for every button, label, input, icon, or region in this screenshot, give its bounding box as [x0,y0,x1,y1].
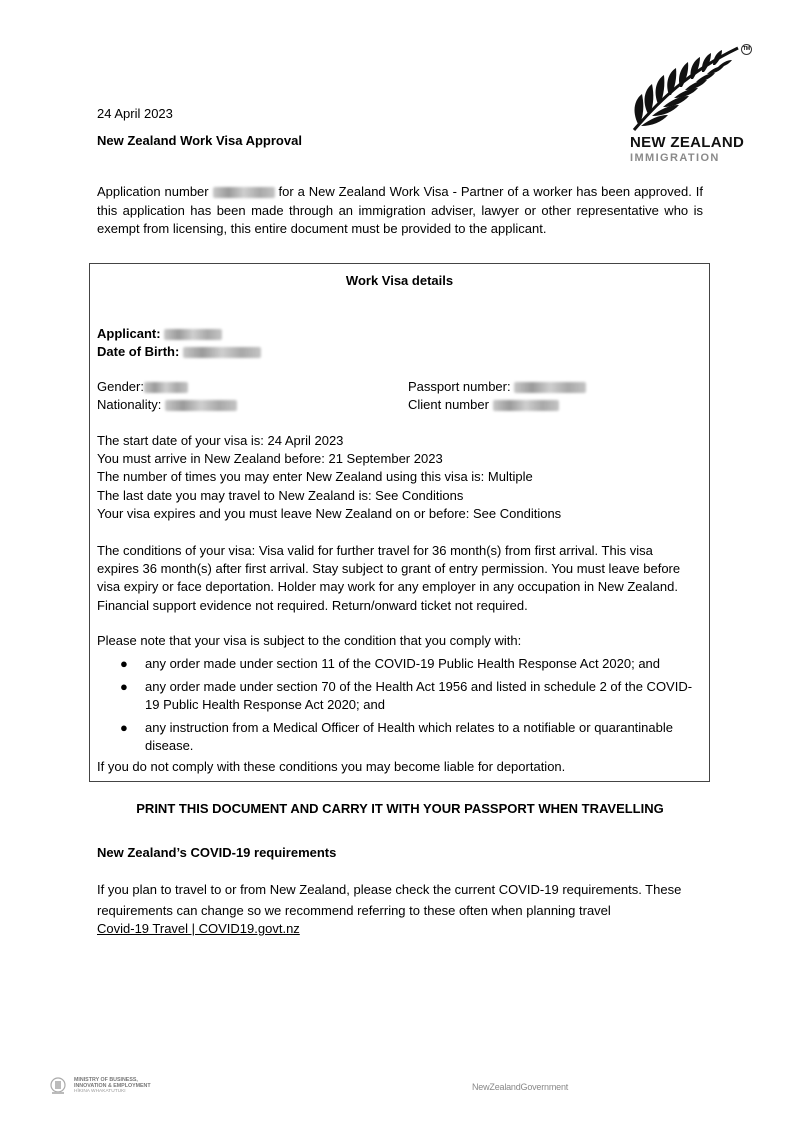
redacted-gender [144,382,188,393]
nz-government-wordmark: NewZealandGovernment [472,1082,569,1092]
visa-start-date: The start date of your visa is: 24 April 2023 [97,433,344,448]
client-label: Client number [408,397,489,412]
redacted-client-number [493,400,559,411]
passport-label: Passport number: [408,379,511,394]
redacted-application-number [213,187,275,198]
redacted-passport-number [514,382,586,393]
visa-expiry: Your visa expires and you must leave New Zealand on or before: See Conditions [97,505,562,521]
trademark-mark: TM [741,44,752,55]
letter-title: New Zealand Work Visa Approval [97,133,302,148]
intro-before: Application number [97,184,209,199]
dob-row [97,343,261,361]
logo-text-immigration: IMMIGRATION [630,152,720,164]
print-notice: PRINT THIS DOCUMENT AND CARRY IT WITH YOUR PASSPORT WHEN TRAVELLING [136,801,664,816]
condition-text: any order made under section 11 of the COVID-19 Public Health Response Act 2020; and [145,656,661,671]
applicant-label: Applicant: [97,326,161,341]
gender-label: Gender: [97,379,144,394]
visa-arrive-before: You must arrive in New Zealand before: 21 September 2023 [97,451,443,467]
mbie-text [74,1077,151,1096]
silver-fern-icon [628,42,748,134]
visa-conditions: The conditions of your visa: Visa valid for further travel for 36 month(s) from first arrival. This visa expires 36 month(s) after first arrival. Stay subject to grant of entry permission. You must leave before visa expiry or face deportation. Holder may work for any employer in any occupation in New Zealand. Financial support evidence not required. Return/onward ticket not required. [97,543,681,613]
covid-travel-link[interactable]: Covid-19 Travel | COVID19.govt.nz [97,921,300,936]
bullet-icon: ● [120,720,128,735]
condition-text: any order made under section 70 of the Health Act 1956 and listed in schedule 2 of the COVID-19 Public Health Response Act 2020; and [145,679,693,713]
nz-immigration-logo [628,42,758,167]
details-heading: Work Visa details [345,273,454,288]
visa-entries: The number of times you may enter New Zealand using this visa is: Multiple [97,469,533,485]
compliance-note: Please note that your visa is subject to the condition that you comply with: [97,633,522,648]
visa-last-travel-date: The last date you may travel to New Zealand is: See Conditions [97,487,464,503]
bullet-icon: ● [120,656,128,671]
mbie-footer-logo [48,1076,151,1096]
client-row [408,396,559,414]
redacted-dob [183,347,261,358]
bullet-icon: ● [120,679,128,694]
nationality-row [97,396,237,414]
letter-date: 24 April 2023 [97,106,173,121]
covid-heading: New Zealand’s COVID-19 requirements [97,845,337,860]
mbie-line-1: MINISTRY OF BUSINESS, [74,1076,138,1083]
condition-text: any instruction from a Medical Officer of Health which relates to a notifiable or quarantinable disease. [145,720,673,754]
mbie-line-2: INNOVATION & EMPLOYMENT [74,1082,151,1089]
redacted-nationality [165,400,237,411]
deportation-warning: If you do not comply with these conditions you may become liable for deportation. [97,759,566,774]
coat-of-arms-icon [48,1076,68,1096]
covid-paragraph: If you plan to travel to or from New Zealand, please check the current COVID-19 requirements. These requirements can change so we recommend referring to these often when planning travel [97,882,682,918]
visa-dates-list [97,432,561,523]
redacted-applicant-name [164,329,222,340]
intro-after: for a New Zealand Work Visa - Partner of a worker has been approved. If this application has been made through an immigration adviser, lawyer or other representative who is exempt from licensing, this entire document must be provided to the applicant. [97,184,703,236]
passport-row [408,378,586,396]
mbie-line-3: HĪKINA WHAKATUTUKI [74,1089,126,1095]
logo-text-new-zealand: NEW ZEALAND [630,134,745,151]
gender-row [97,378,188,396]
intro-paragraph [97,183,703,239]
nationality-label: Nationality: [97,397,162,412]
work-visa-details-box [89,263,710,782]
dob-label: Date of Birth: [97,344,180,359]
applicant-row [97,325,222,343]
